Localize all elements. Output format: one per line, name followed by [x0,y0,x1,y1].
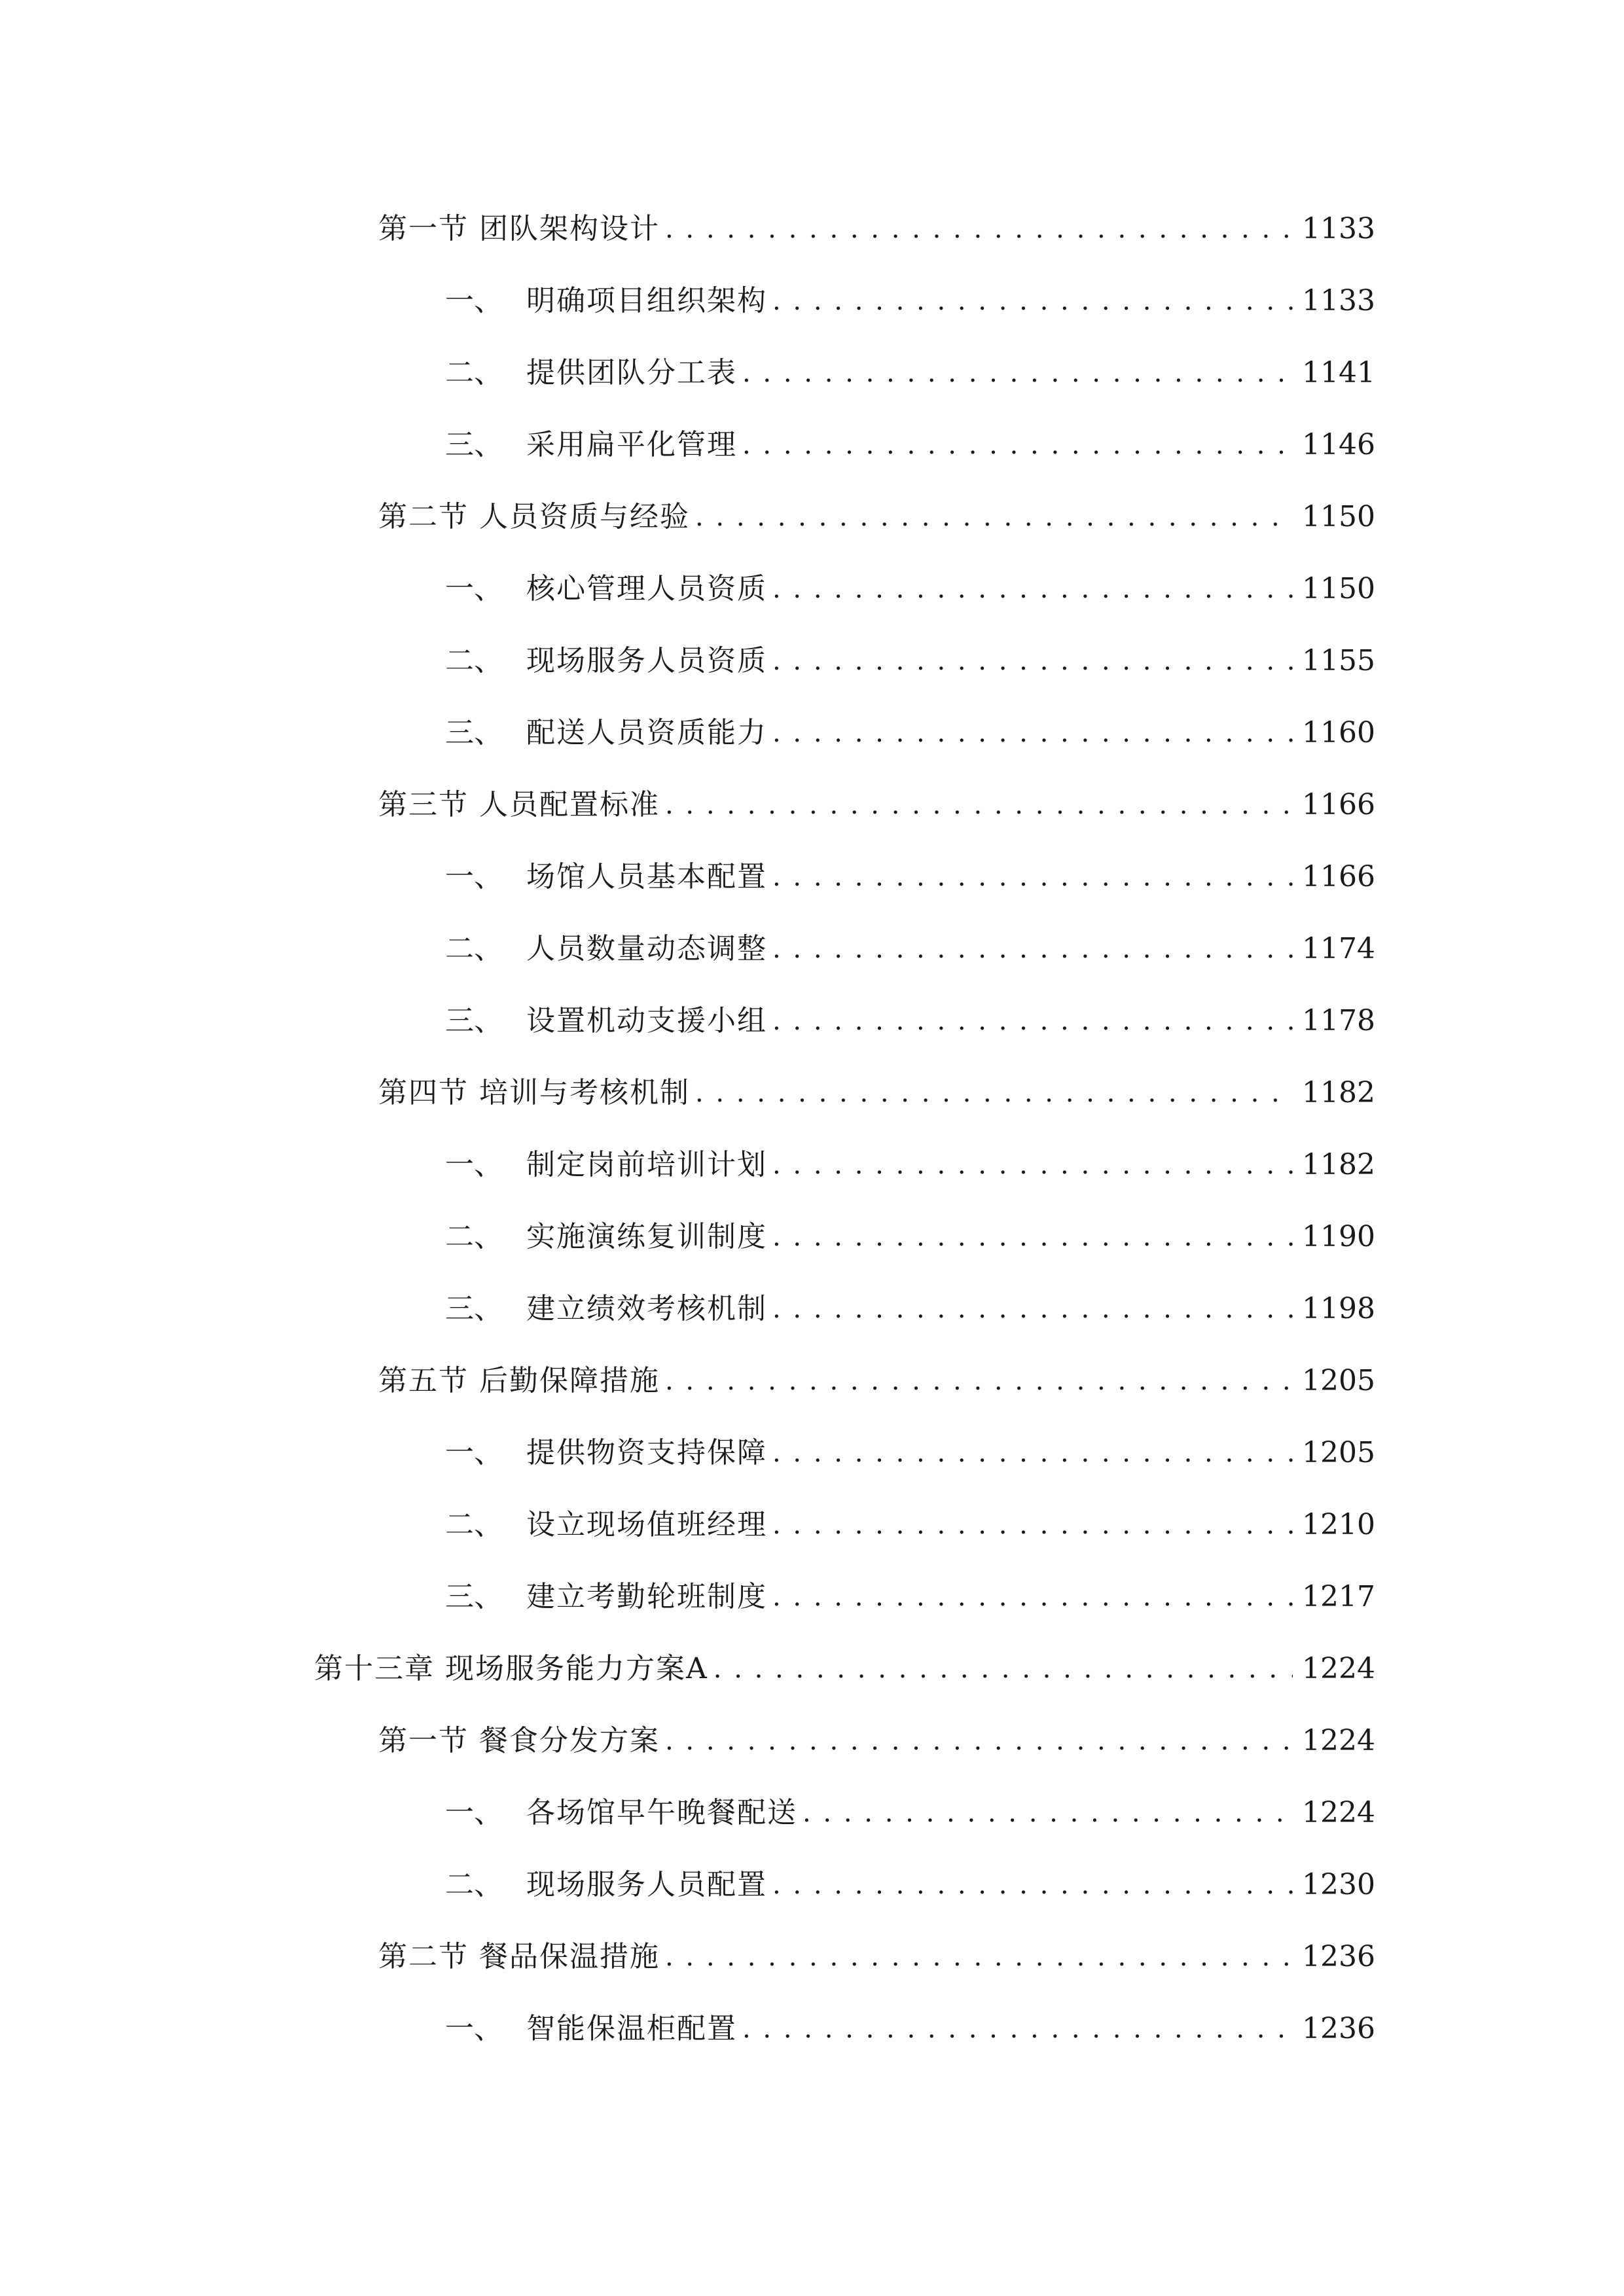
toc-label: 设置机动支援小组 [526,1004,767,1037]
toc-item-row[interactable] [445,1430,1375,1476]
toc-item-row[interactable] [445,350,1375,396]
toc-item-number: 一、 [445,2012,503,2045]
toc-leader [772,1286,1293,1332]
toc-label: 实施演练复训制度 [526,1220,767,1253]
toc-label: 第二节 人员资质与经验 [378,500,690,533]
toc-page-number: 1224 [1302,1796,1375,1829]
toc-page-number: 1236 [1302,2012,1375,2045]
toc-page-number: 1155 [1302,644,1375,677]
toc-item-row[interactable] [445,854,1375,900]
toc-leader [772,1430,1293,1476]
toc-leader [695,1070,1293,1116]
toc-label: 建立考勤轮班制度 [526,1580,767,1613]
toc-item-row[interactable] [445,566,1375,612]
toc-section-row[interactable] [378,1718,1375,1764]
toc-leader [772,566,1293,612]
toc-leader [742,422,1293,468]
toc-page-number: 1141 [1302,356,1375,389]
toc-item-row[interactable] [445,710,1375,756]
toc-label: 第二节 餐品保温措施 [378,1940,660,1973]
toc-item-number: 二、 [445,1508,503,1541]
toc-item-number: 三、 [445,1292,503,1325]
toc-label: 配送人员资质能力 [526,716,767,749]
toc-item-number: 一、 [445,1436,503,1469]
toc-item-number: 二、 [445,1220,503,1253]
toc-leader [772,998,1293,1044]
toc-label: 提供物资支持保障 [526,1436,767,1469]
toc-label: 设立现场值班经理 [526,1508,767,1541]
toc-leader [772,1502,1293,1548]
toc-item-row[interactable] [445,1214,1375,1260]
toc-leader [772,638,1293,684]
toc-item-number: 三、 [445,716,503,749]
toc-leader [772,710,1293,756]
toc-leader [665,1718,1293,1764]
toc-leader [772,278,1293,324]
toc-page-number: 1224 [1302,1724,1375,1757]
toc-page-number: 1150 [1302,572,1375,605]
toc-label: 场馆人员基本配置 [526,860,767,893]
toc-label: 第一节 团队架构设计 [378,212,660,245]
toc-item-row[interactable] [445,1502,1375,1548]
toc-leader [713,1646,1293,1692]
toc-section-row[interactable] [378,1934,1375,1980]
toc-item-number: 三、 [445,428,503,461]
toc-section-row[interactable] [378,782,1375,828]
toc-page-number: 1182 [1302,1076,1375,1109]
toc-page-number: 1205 [1302,1364,1375,1397]
toc-leader [803,1790,1293,1836]
toc-page-number: 1190 [1302,1220,1375,1253]
toc-page-number: 1133 [1302,284,1375,317]
toc-item-number: 二、 [445,356,503,389]
toc-item-row[interactable] [445,926,1375,972]
toc-leader [695,494,1293,540]
toc-item-row[interactable] [445,2006,1375,2052]
toc-leader [772,926,1293,972]
toc-item-number: 二、 [445,644,503,677]
toc-label: 第四节 培训与考核机制 [378,1076,690,1109]
toc-leader [665,782,1293,828]
toc-page-number: 1150 [1302,500,1375,533]
toc-page-number: 1174 [1302,932,1375,965]
toc-leader [665,1358,1293,1404]
toc-item-number: 一、 [445,1148,503,1181]
toc-item-row[interactable] [445,1142,1375,1188]
toc-page-number: 1236 [1302,1940,1375,1973]
toc-item-row[interactable] [445,1790,1375,1836]
toc-label: 建立绩效考核机制 [526,1292,767,1325]
toc-item-number: 三、 [445,1580,503,1613]
toc-label: 第十三章 现场服务能力方案A [314,1652,708,1685]
toc-label: 智能保温柜配置 [526,2012,737,2045]
toc-label: 制定岗前培训计划 [526,1148,767,1181]
toc-section-row[interactable] [378,206,1375,252]
toc-leader [665,206,1293,252]
toc-leader [772,1574,1293,1620]
toc-section-row[interactable] [378,1070,1375,1116]
toc-label: 人员数量动态调整 [526,932,767,965]
toc-leader [742,2006,1293,2052]
toc-page-number: 1146 [1302,428,1375,461]
toc-chapter-row[interactable] [314,1646,1375,1692]
toc-label: 第五节 后勤保障措施 [378,1364,660,1397]
toc-label: 第一节 餐食分发方案 [378,1724,660,1757]
toc-page-number: 1230 [1302,1868,1375,1901]
toc-item-number: 一、 [445,860,503,893]
toc-page-number: 1198 [1302,1292,1375,1325]
toc-leader [772,1214,1293,1260]
toc-item-row[interactable] [445,1862,1375,1908]
toc-label: 提供团队分工表 [526,356,737,389]
toc-page-number: 1217 [1302,1580,1375,1613]
toc-item-row[interactable] [445,278,1375,324]
toc-item-row[interactable] [445,1574,1375,1620]
toc-page-number: 1178 [1302,1004,1375,1037]
toc-page-number: 1210 [1302,1508,1375,1541]
toc-section-row[interactable] [378,494,1375,540]
toc-label: 现场服务人员配置 [526,1868,767,1901]
toc-page-number: 1224 [1302,1652,1375,1685]
toc-label: 采用扁平化管理 [526,428,737,461]
toc-item-number: 一、 [445,572,503,605]
toc-leader [772,1142,1293,1188]
toc-label: 明确项目组织架构 [526,284,767,317]
toc-leader [742,350,1293,396]
toc-item-number: 一、 [445,1796,503,1829]
toc-page-number: 1160 [1302,716,1375,749]
toc-label: 现场服务人员资质 [526,644,767,677]
toc-item-number: 三、 [445,1004,503,1037]
toc-leader [772,1862,1293,1908]
toc-label: 第三节 人员配置标准 [378,788,660,821]
toc-page-number: 1133 [1302,212,1375,245]
toc-label: 各场馆早午晚餐配送 [526,1796,797,1829]
toc-label: 核心管理人员资质 [526,572,767,605]
toc-item-row[interactable] [445,1286,1375,1332]
toc-leader [772,854,1293,900]
toc-page-number: 1166 [1302,860,1375,893]
toc-item-row[interactable] [445,998,1375,1044]
toc-section-row[interactable] [378,1358,1375,1404]
toc-page-number: 1205 [1302,1436,1375,1469]
toc-page-number: 1182 [1302,1148,1375,1181]
toc-item-number: 二、 [445,1868,503,1901]
toc-item-number: 二、 [445,932,503,965]
toc-leader [665,1934,1293,1980]
toc-page-number: 1166 [1302,788,1375,821]
toc-item-row[interactable] [445,422,1375,468]
toc-item-row[interactable] [445,638,1375,684]
toc-item-number: 一、 [445,284,503,317]
